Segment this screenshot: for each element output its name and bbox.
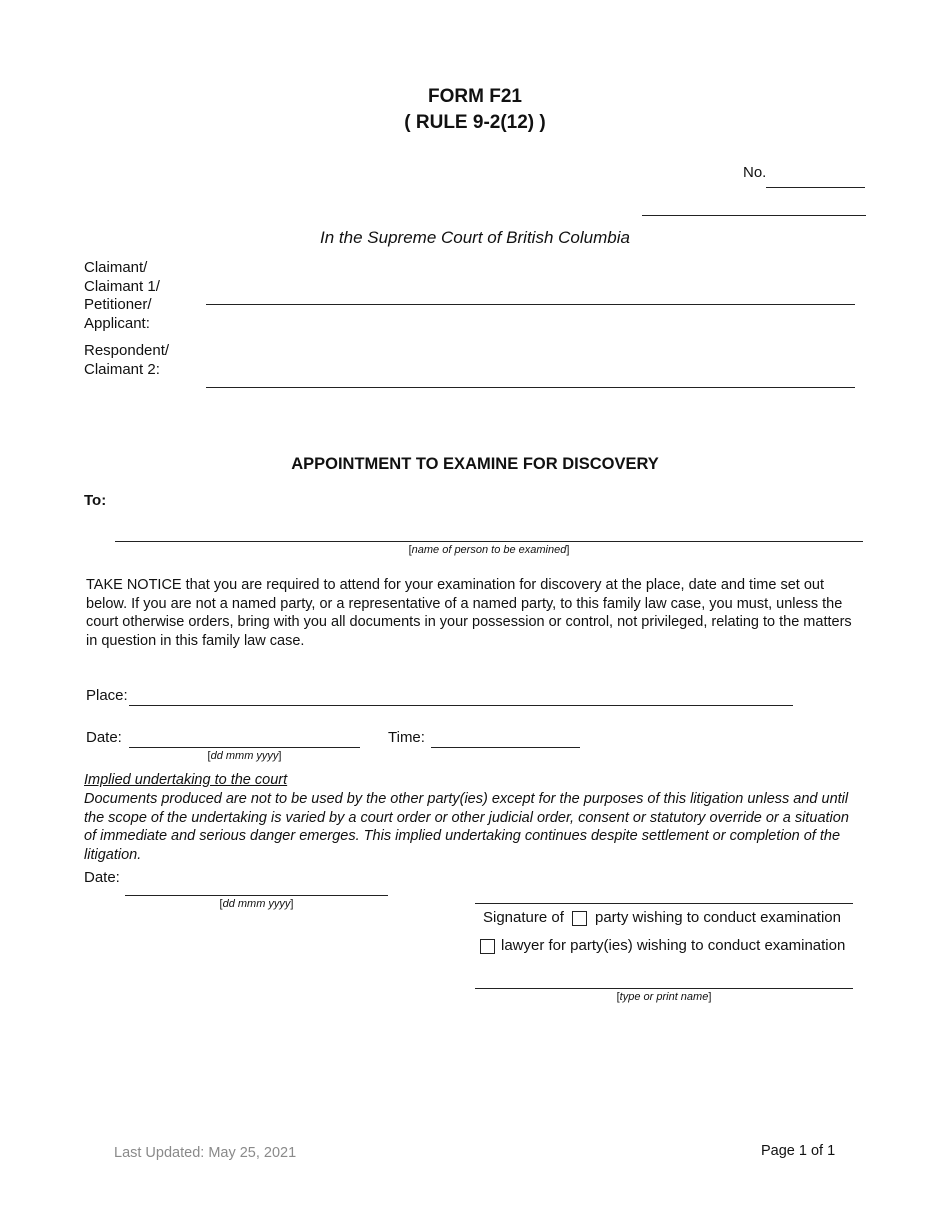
print-name-field[interactable] (475, 988, 853, 989)
file-number-label: No. (743, 164, 767, 181)
court-name: In the Supreme Court of British Columbia (320, 228, 630, 247)
print-name-hint: [type or print name] (616, 991, 712, 1003)
form-rule: ( RULE 9-2(12) ) (404, 112, 546, 133)
party-option-label: party wishing to conduct examination (595, 909, 841, 926)
page-number: Page 1 of 1 (761, 1143, 836, 1159)
undertaking-title: Implied undertaking to the court (84, 772, 288, 788)
registry-field[interactable] (642, 215, 866, 216)
date-field[interactable] (129, 747, 360, 748)
form-title: FORM F21 (428, 86, 522, 107)
notice-text: TAKE NOTICE that you are required to attend for your examination for discovery at the place, date and time set out below. If you are not a named party, or a representative of a named party, to this family law case, you must, unless the court otherwise orders, bring with you all documents in your possession or control, not privileged, relating to the matters in question in this family law case. (86, 577, 852, 649)
signature-date-hint: [dd mmm yyyy] (219, 898, 294, 910)
signature-date-field[interactable] (125, 895, 388, 896)
to-name-field[interactable] (115, 541, 863, 542)
to-name-hint: [name of person to be examined] (408, 544, 570, 556)
claimant-field[interactable] (206, 304, 855, 305)
lawyer-option-label: lawyer for party(ies) wishing to conduct examination (501, 937, 846, 954)
signature-line[interactable] (475, 903, 853, 904)
time-label: Time: (388, 729, 425, 746)
date-label: Date: (86, 729, 122, 746)
date-hint: [dd mmm yyyy] (207, 750, 282, 762)
claimant-label: Claimant/ Claimant 1/ Petitioner/ Applicant: (84, 259, 160, 332)
time-field[interactable] (431, 747, 580, 748)
lawyer-checkbox[interactable] (480, 939, 495, 954)
place-field[interactable] (129, 705, 793, 706)
respondent-label: Respondent/ Claimant 2: (84, 342, 170, 378)
to-label: To: (84, 492, 107, 509)
respondent-field[interactable] (206, 387, 855, 388)
place-label: Place: (86, 687, 128, 704)
signature-date-label: Date: (84, 869, 120, 886)
undertaking-text: Documents produced are not to be used by the other party(ies) except for the purposes of this litigation unless and until the scope of the undertaking is varied by a court order or other judicial order, consent or statutory override or a situation of immediate and serious danger emerges. This implied undertaking continues despite settlement or completion of the litigation. (84, 791, 849, 863)
last-updated: Last Updated: May 25, 2021 (114, 1145, 297, 1161)
document-heading: APPOINTMENT TO EXAMINE FOR DISCOVERY (291, 455, 659, 473)
signature-of-label: Signature of (483, 909, 564, 926)
party-checkbox[interactable] (572, 911, 587, 926)
file-number-field[interactable] (766, 187, 865, 188)
